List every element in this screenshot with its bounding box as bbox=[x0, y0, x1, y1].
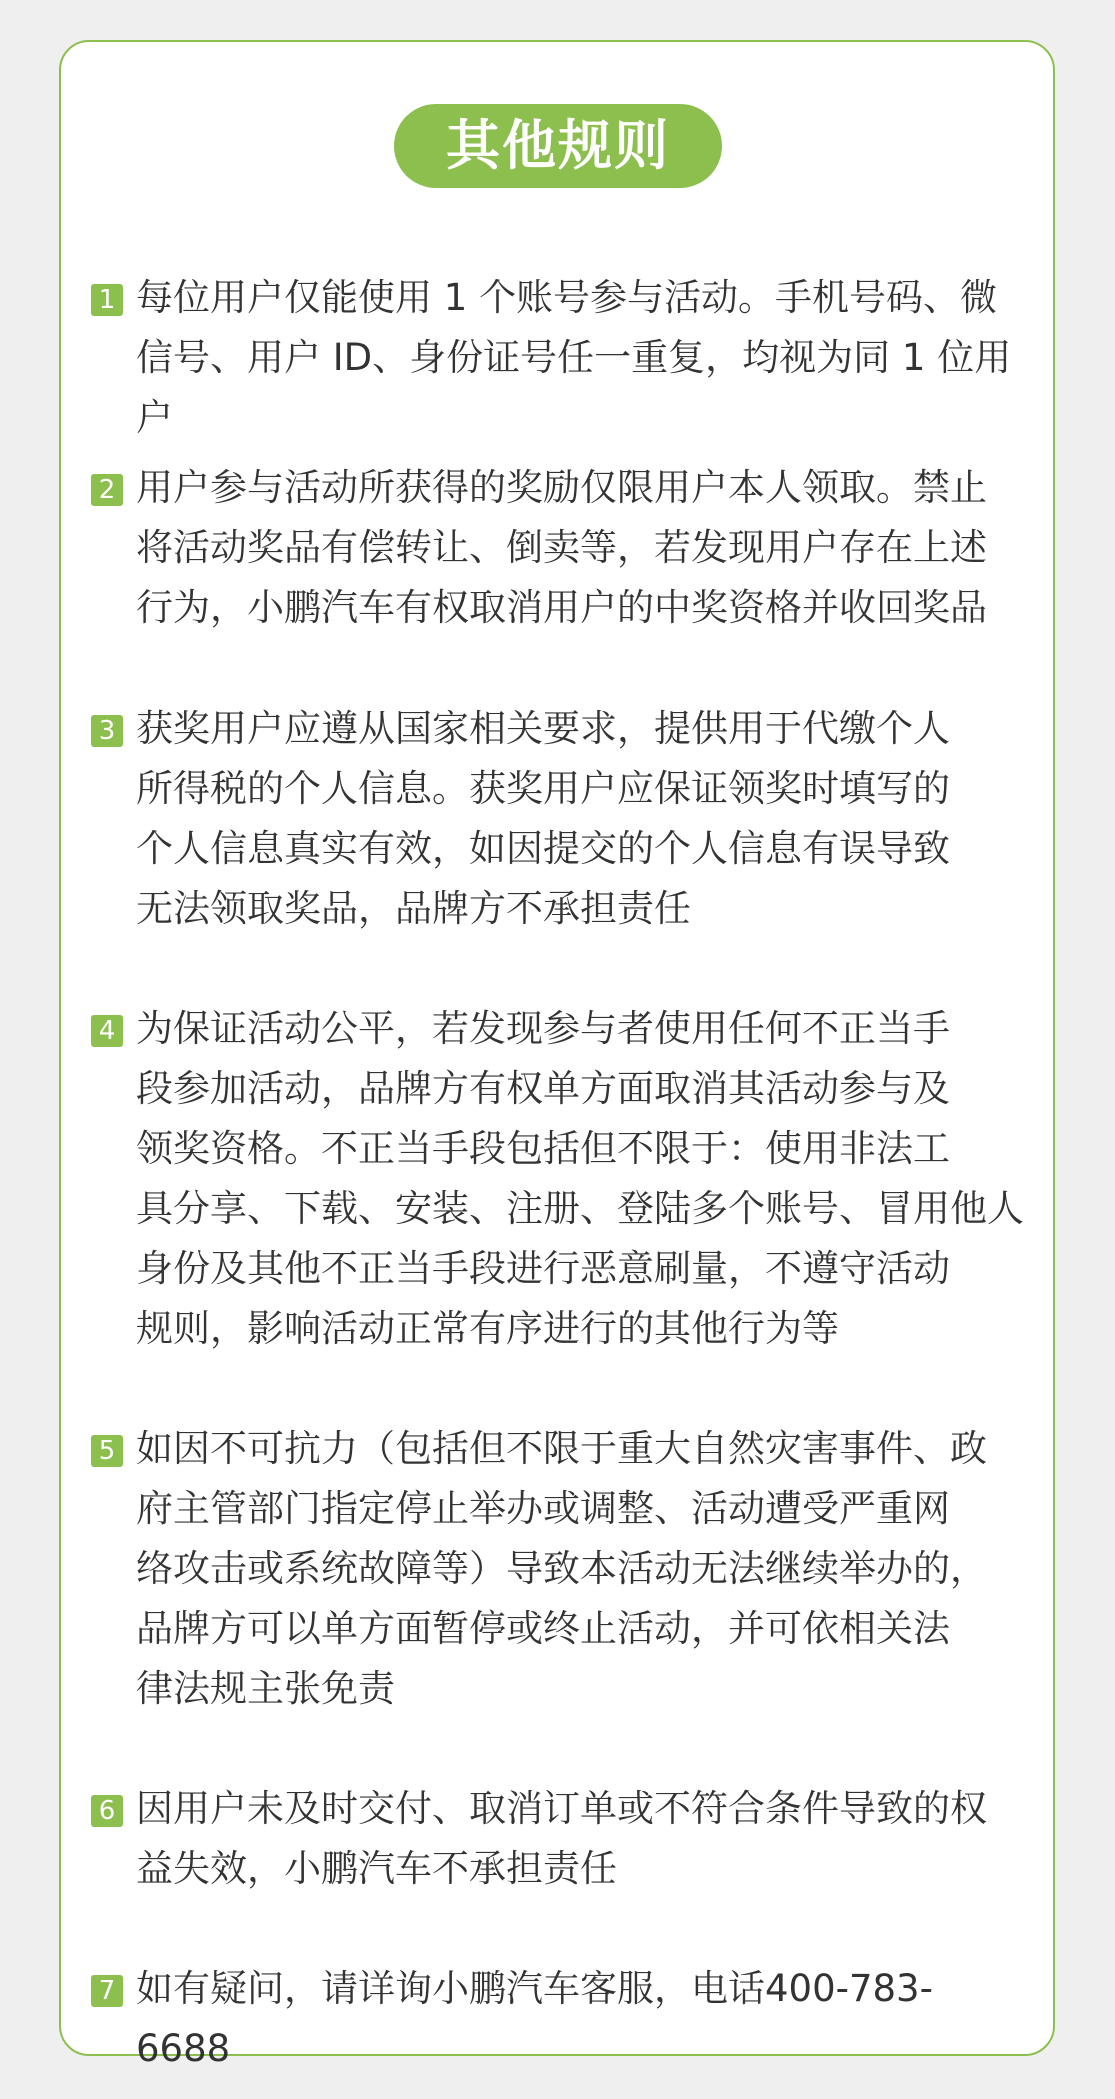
rule-number-badge: 4 bbox=[91, 1015, 123, 1047]
rule-number-badge: 7 bbox=[91, 1975, 123, 2007]
rule-text: 如有疑问，请详询小鹏汽车客服，电话400-783-6688 bbox=[136, 1967, 933, 2070]
rule-number-badge: 6 bbox=[91, 1795, 123, 1827]
rules-card bbox=[59, 40, 1055, 2070]
rule-number-badge: 5 bbox=[91, 1435, 123, 1467]
rule-number-badge: 1 bbox=[91, 284, 123, 316]
section-title: 其他规则 bbox=[394, 104, 722, 188]
rule-text: 为保证活动公平，若发现参与者使用任何不正当手 段参加活动，品牌方有权单方面取消其活动参与及 领奖资格。不正当手段包括但不限于：使用非法工 具分享、下载、安装、注册、登陆多个账号、冒用他人 身份及其他不正当手段进行恶意刷量，不遵守活动 规则，影响活动正常有序进行的其他行为等 bbox=[136, 1007, 1024, 1350]
rule-text: 用户参与活动所获得的奖励仅限用户本人领取。禁止 将活动奖品有偿转让、倒卖等，若发现用户存在上述 行为，小鹏汽车有权取消用户的中奖资格并收回奖品 bbox=[136, 466, 987, 629]
rule-text: 获奖用户应遵从国家相关要求，提供用于代缴个人 所得税的个人信息。获奖用户应保证领奖时填写的 个人信息真实有效，如因提交的个人信息有误导致 无法领取奖品，品牌方不承担责任 bbox=[136, 707, 950, 930]
rule-text: 因用户未及时交付、取消订单或不符合条件导致的权 益失效，小鹏汽车不承担责任 bbox=[136, 1787, 987, 1890]
rule-number-badge: 3 bbox=[91, 715, 123, 747]
rule-text: 如因不可抗力（包括但不限于重大自然灾害事件、政 府主管部门指定停止举办或调整、活动遭受严重网 络攻击或系统故障等）导致本活动无法继续举办的， 品牌方可以单方面暂停或终止活动，并可依相关法 律法规主张免责 bbox=[136, 1427, 987, 1710]
rule-number-badge: 2 bbox=[91, 474, 123, 506]
rule-text: 每位用户仅能使用 1 个账号参与活动。手机号码、微 信号、用户 ID、身份证号任一重复，均视为同 1 位用户 bbox=[136, 276, 1012, 439]
rules-list bbox=[61, 42, 1053, 2070]
